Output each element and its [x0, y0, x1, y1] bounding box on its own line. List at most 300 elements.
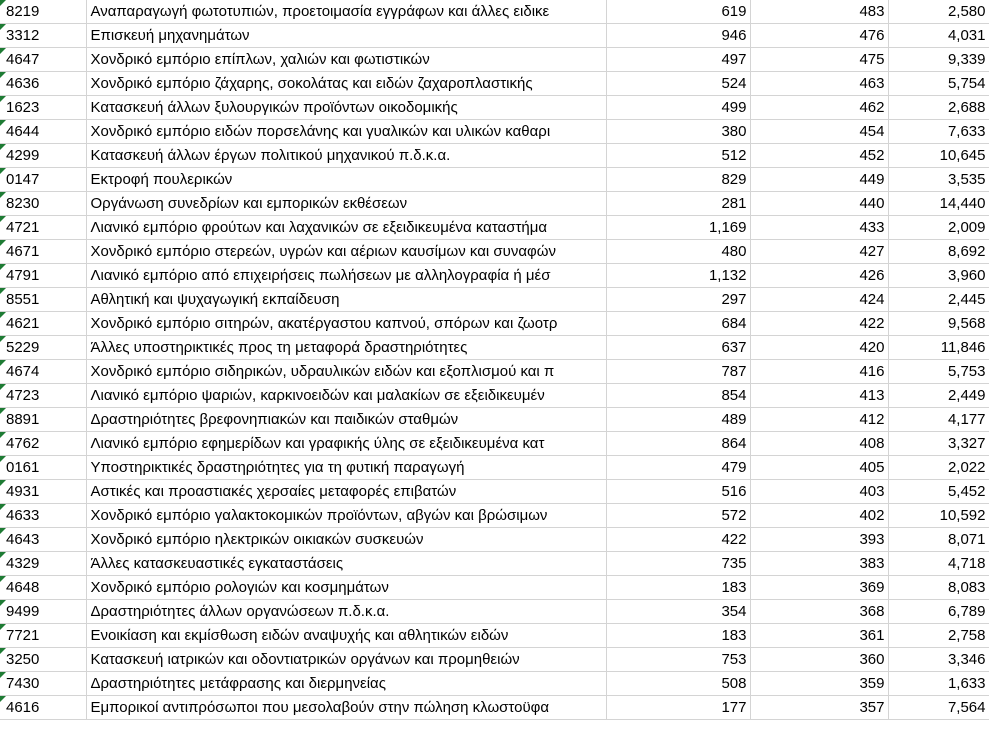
cell-value-1[interactable]: [606, 96, 750, 120]
table-row: [0, 360, 989, 384]
cell-value-2[interactable]: [750, 48, 888, 72]
cell-description[interactable]: [86, 552, 606, 576]
cell-code-text: 4633: [6, 507, 40, 524]
cell-value-3[interactable]: [888, 168, 989, 192]
cell-description-text: Αθλητική και ψυχαγωγική εκπαίδευση: [90, 291, 340, 308]
cell-value-3-text: 2,688: [947, 99, 986, 116]
cell-description[interactable]: [86, 0, 606, 24]
cell-value-3-text: 8,071: [947, 531, 986, 548]
cell-code-text: 8219: [6, 3, 40, 20]
cell-description-text: Δραστηριότητες άλλων οργανώσεων π.δ.κ.α.: [90, 603, 390, 620]
cell-code-text: 4636: [6, 75, 40, 92]
cell-value-1[interactable]: [606, 648, 750, 672]
cell-code-text: 9499: [6, 603, 40, 620]
table-row: [0, 72, 989, 96]
cell-code[interactable]: [0, 24, 86, 48]
cell-code[interactable]: [0, 408, 86, 432]
cell-value-3[interactable]: [888, 216, 989, 240]
cell-value-2-text: 427: [859, 243, 885, 260]
cell-description[interactable]: [86, 696, 606, 720]
cell-value-1[interactable]: [606, 336, 750, 360]
cell-value-1[interactable]: [606, 0, 750, 24]
cell-value-1[interactable]: [606, 624, 750, 648]
cell-value-1-text: 829: [721, 171, 747, 188]
table-row: [0, 504, 989, 528]
cell-value-3[interactable]: [888, 312, 989, 336]
cell-code-text: 5229: [6, 339, 40, 356]
table-row: [0, 240, 989, 264]
cell-value-3[interactable]: [888, 144, 989, 168]
cell-description[interactable]: [86, 384, 606, 408]
cell-value-2[interactable]: [750, 408, 888, 432]
cell-value-2[interactable]: [750, 384, 888, 408]
cell-code-text: 4674: [6, 363, 40, 380]
table-row: [0, 168, 989, 192]
error-indicator-icon: [0, 408, 6, 414]
cell-value-3-text: 4,177: [947, 411, 986, 428]
cell-value-3-text: 5,753: [947, 363, 986, 380]
cell-code-text: 4643: [6, 531, 40, 548]
cell-description-text: Επισκευή μηχανημάτων: [90, 27, 250, 44]
cell-value-2[interactable]: [750, 168, 888, 192]
cell-value-2[interactable]: [750, 120, 888, 144]
cell-code[interactable]: [0, 576, 86, 600]
cell-value-2[interactable]: [750, 288, 888, 312]
cell-code[interactable]: [0, 624, 86, 648]
table-row: [0, 672, 989, 696]
cell-value-2[interactable]: [750, 264, 888, 288]
cell-value-2-text: 483: [859, 3, 885, 20]
cell-value-2[interactable]: [750, 456, 888, 480]
cell-value-1-text: 422: [721, 531, 747, 548]
cell-description[interactable]: [86, 432, 606, 456]
cell-value-3[interactable]: [888, 72, 989, 96]
cell-value-2[interactable]: [750, 672, 888, 696]
cell-code[interactable]: [0, 672, 86, 696]
cell-value-1[interactable]: [606, 192, 750, 216]
error-indicator-icon: [0, 96, 6, 102]
cell-value-1-text: 281: [721, 195, 747, 212]
cell-value-2[interactable]: [750, 336, 888, 360]
cell-description-text: Αστικές και προαστιακές χερσαίες μεταφορές επιβατών: [90, 483, 457, 500]
cell-value-2-text: 422: [859, 315, 885, 332]
cell-value-2[interactable]: [750, 72, 888, 96]
cell-value-3[interactable]: [888, 672, 989, 696]
table-row: [0, 24, 989, 48]
cell-value-2-text: 402: [859, 507, 885, 524]
cell-value-2-text: 463: [859, 75, 885, 92]
table-row: [0, 432, 989, 456]
cell-value-2-text: 361: [859, 627, 885, 644]
cell-value-1-text: 380: [721, 123, 747, 140]
cell-value-3[interactable]: [888, 648, 989, 672]
cell-value-1[interactable]: [606, 120, 750, 144]
cell-value-1-text: 524: [721, 75, 747, 92]
cell-code[interactable]: [0, 240, 86, 264]
cell-value-2-text: 462: [859, 99, 885, 116]
cell-value-1-text: 864: [721, 435, 747, 452]
cell-value-3[interactable]: [888, 24, 989, 48]
cell-description-text: Χονδρικό εμπόριο σιτηρών, ακατέργαστου καπνού, σπόρων και ζωοτρ: [90, 315, 558, 332]
cell-code[interactable]: [0, 288, 86, 312]
cell-value-3[interactable]: [888, 408, 989, 432]
cell-value-2[interactable]: [750, 240, 888, 264]
cell-description[interactable]: [86, 456, 606, 480]
cell-code[interactable]: [0, 312, 86, 336]
cell-value-2[interactable]: [750, 696, 888, 720]
error-indicator-icon: [0, 192, 6, 198]
cell-code-text: 8891: [6, 411, 40, 428]
cell-value-1-text: 177: [721, 699, 747, 716]
cell-value-1-text: 183: [721, 627, 747, 644]
cell-value-2-text: 359: [859, 675, 885, 692]
table-row: [0, 0, 989, 24]
error-indicator-icon: [0, 144, 6, 150]
cell-value-1-text: 512: [721, 147, 747, 164]
cell-value-3[interactable]: [888, 240, 989, 264]
cell-value-3[interactable]: [888, 600, 989, 624]
cell-value-3[interactable]: [888, 576, 989, 600]
cell-value-2[interactable]: [750, 624, 888, 648]
cell-value-3-text: 8,692: [947, 243, 986, 260]
cell-description[interactable]: [86, 288, 606, 312]
cell-value-2-text: 393: [859, 531, 885, 548]
cell-description[interactable]: [86, 480, 606, 504]
cell-description[interactable]: [86, 576, 606, 600]
cell-value-2[interactable]: [750, 192, 888, 216]
error-indicator-icon: [0, 696, 6, 702]
cell-description-text: Χονδρικό εμπόριο στερεών, υγρών και αέριων καυσίμων και συναφών: [90, 243, 556, 260]
error-indicator-icon: [0, 216, 6, 222]
cell-description[interactable]: [86, 408, 606, 432]
cell-value-1[interactable]: [606, 456, 750, 480]
table-row: [0, 48, 989, 72]
cell-value-2[interactable]: [750, 0, 888, 24]
cell-value-3-text: 10,592: [939, 507, 986, 524]
cell-value-1[interactable]: [606, 264, 750, 288]
cell-value-2[interactable]: [750, 552, 888, 576]
cell-value-3-text: 3,960: [947, 267, 986, 284]
cell-value-1[interactable]: [606, 144, 750, 168]
cell-code[interactable]: [0, 264, 86, 288]
error-indicator-icon: [0, 288, 6, 294]
cell-value-2[interactable]: [750, 528, 888, 552]
table-row: [0, 96, 989, 120]
cell-code[interactable]: [0, 96, 86, 120]
cell-value-2-text: 413: [859, 387, 885, 404]
cell-value-1-text: 1,132: [708, 267, 747, 284]
table-row: [0, 288, 989, 312]
cell-value-1[interactable]: [606, 432, 750, 456]
cell-description[interactable]: [86, 120, 606, 144]
cell-code[interactable]: [0, 552, 86, 576]
cell-description-text: Λιανικό εμπόριο από επιχειρήσεις πωλήσεων με αλληλογραφία ή μέσ: [90, 267, 551, 284]
cell-value-3[interactable]: [888, 0, 989, 24]
cell-value-1-text: 619: [721, 3, 747, 20]
cell-description-text: Άλλες κατασκευαστικές εγκαταστάσεις: [90, 555, 344, 572]
cell-value-1-text: 753: [721, 651, 747, 668]
cell-value-3-text: 3,535: [947, 171, 986, 188]
cell-value-1-text: 637: [721, 339, 747, 356]
cell-description[interactable]: [86, 624, 606, 648]
cell-code-text: 4647: [6, 51, 40, 68]
error-indicator-icon: [0, 456, 6, 462]
cell-value-1[interactable]: [606, 72, 750, 96]
cell-value-3[interactable]: [888, 504, 989, 528]
cell-value-1[interactable]: [606, 240, 750, 264]
cell-value-2-text: 426: [859, 267, 885, 284]
cell-value-2[interactable]: [750, 504, 888, 528]
cell-description[interactable]: [86, 216, 606, 240]
cell-code-text: 3250: [6, 651, 40, 668]
cell-value-3[interactable]: [888, 432, 989, 456]
cell-value-3-text: 8,083: [947, 579, 986, 596]
cell-value-2[interactable]: [750, 576, 888, 600]
cell-value-1[interactable]: [606, 288, 750, 312]
table-row: [0, 192, 989, 216]
cell-code-text: 7430: [6, 675, 40, 692]
cell-value-1-text: 499: [721, 99, 747, 116]
cell-value-2[interactable]: [750, 144, 888, 168]
cell-code[interactable]: [0, 120, 86, 144]
cell-code[interactable]: [0, 480, 86, 504]
error-indicator-icon: [0, 528, 6, 534]
cell-value-3-text: 5,452: [947, 483, 986, 500]
table-row: [0, 120, 989, 144]
error-indicator-icon: [0, 600, 6, 606]
cell-description[interactable]: [86, 96, 606, 120]
cell-code[interactable]: [0, 216, 86, 240]
cell-value-3[interactable]: [888, 96, 989, 120]
error-indicator-icon: [0, 648, 6, 654]
cell-value-2-text: 369: [859, 579, 885, 596]
cell-value-3[interactable]: [888, 624, 989, 648]
cell-code-text: 4762: [6, 435, 40, 452]
cell-value-2[interactable]: [750, 216, 888, 240]
error-indicator-icon: [0, 312, 6, 318]
cell-value-3-text: 3,327: [947, 435, 986, 452]
cell-code[interactable]: [0, 0, 86, 24]
error-indicator-icon: [0, 480, 6, 486]
cell-code[interactable]: [0, 168, 86, 192]
cell-value-3-text: 2,445: [947, 291, 986, 308]
cell-description-text: Χονδρικό εμπόριο ζάχαρης, σοκολάτας και ειδών ζαχαροπλαστικής: [90, 75, 533, 92]
table-row: [0, 312, 989, 336]
cell-value-3-text: 9,339: [947, 51, 986, 68]
cell-code-text: 4648: [6, 579, 40, 596]
table-row: [0, 480, 989, 504]
cell-description-text: Λιανικό εμπόριο εφημερίδων και γραφικής ύλης σε εξειδικευμένα κατ: [90, 435, 545, 452]
cell-value-1[interactable]: [606, 528, 750, 552]
cell-description-text: Λιανικό εμπόριο φρούτων και λαχανικών σε εξειδικευμένα καταστήμα: [90, 219, 548, 236]
cell-description[interactable]: [86, 504, 606, 528]
cell-value-1[interactable]: [606, 168, 750, 192]
cell-value-3[interactable]: [888, 528, 989, 552]
cell-description-text: Δραστηριότητες μετάφρασης και διερμηνείας: [90, 675, 386, 692]
cell-description-text: Χονδρικό εμπόριο σιδηρικών, υδραυλικών ειδών και εξοπλισμού και π: [90, 363, 555, 380]
cell-value-1[interactable]: [606, 672, 750, 696]
cell-value-2-text: 357: [859, 699, 885, 716]
cell-value-3-text: 2,009: [947, 219, 986, 236]
cell-value-3[interactable]: [888, 456, 989, 480]
cell-description[interactable]: [86, 360, 606, 384]
cell-value-2[interactable]: [750, 480, 888, 504]
cell-description-text: Εμπορικοί αντιπρόσωποι που μεσολαβούν στην πώληση κλωστοϋφα: [90, 699, 550, 716]
cell-code-text: 4723: [6, 387, 40, 404]
cell-description[interactable]: [86, 168, 606, 192]
cell-description[interactable]: [86, 192, 606, 216]
cell-code[interactable]: [0, 696, 86, 720]
error-indicator-icon: [0, 336, 6, 342]
cell-value-3-text: 5,754: [947, 75, 986, 92]
cell-code[interactable]: [0, 504, 86, 528]
cell-description-text: Χονδρικό εμπόριο ρολογιών και κοσμημάτων: [90, 579, 389, 596]
cell-value-3[interactable]: [888, 336, 989, 360]
cell-value-1-text: 297: [721, 291, 747, 308]
cell-description[interactable]: [86, 312, 606, 336]
cell-value-1-text: 1,169: [708, 219, 747, 236]
error-indicator-icon: [0, 264, 6, 270]
cell-code[interactable]: [0, 600, 86, 624]
error-indicator-icon: [0, 504, 6, 510]
cell-code-text: 4621: [6, 315, 40, 332]
cell-value-2[interactable]: [750, 360, 888, 384]
cell-value-1[interactable]: [606, 696, 750, 720]
cell-code[interactable]: [0, 360, 86, 384]
cell-value-1[interactable]: [606, 552, 750, 576]
cell-value-1[interactable]: [606, 360, 750, 384]
cell-value-1-text: 787: [721, 363, 747, 380]
cell-description[interactable]: [86, 336, 606, 360]
cell-value-3[interactable]: [888, 288, 989, 312]
cell-value-3[interactable]: [888, 384, 989, 408]
cell-value-2-text: 440: [859, 195, 885, 212]
table-row: [0, 384, 989, 408]
cell-value-1-text: 183: [721, 579, 747, 596]
cell-value-1[interactable]: [606, 480, 750, 504]
cell-code[interactable]: [0, 336, 86, 360]
table-row: [0, 264, 989, 288]
error-indicator-icon: [0, 120, 6, 126]
cell-code-text: 0161: [6, 459, 40, 476]
cell-value-1-text: 684: [721, 315, 747, 332]
cell-value-1-text: 354: [721, 603, 747, 620]
cell-description-text: Κατασκευή ιατρικών και οδοντιατρικών οργάνων και προμηθειών: [90, 651, 520, 668]
cell-description[interactable]: [86, 264, 606, 288]
cell-value-1[interactable]: [606, 576, 750, 600]
cell-description[interactable]: [86, 24, 606, 48]
cell-code-text: 0147: [6, 171, 40, 188]
cell-code[interactable]: [0, 144, 86, 168]
cell-code[interactable]: [0, 432, 86, 456]
cell-value-1-text: 508: [721, 675, 747, 692]
cell-value-3-text: 2,022: [947, 459, 986, 476]
cell-description-text: Άλλες υποστηρικτικές προς τη μεταφορά δραστηριότητες: [90, 339, 468, 356]
cell-code[interactable]: [0, 72, 86, 96]
table-row: [0, 552, 989, 576]
error-indicator-icon: [0, 240, 6, 246]
cell-value-3-text: 7,633: [947, 123, 986, 140]
cell-value-3-text: 7,564: [947, 699, 986, 716]
cell-code[interactable]: [0, 192, 86, 216]
cell-description-text: Κατασκευή άλλων ξυλουργικών προϊόντων οικοδομικής: [90, 99, 458, 116]
cell-code[interactable]: [0, 384, 86, 408]
error-indicator-icon: [0, 672, 6, 678]
cell-value-1[interactable]: [606, 504, 750, 528]
cell-description[interactable]: [86, 72, 606, 96]
cell-code[interactable]: [0, 648, 86, 672]
cell-value-3-text: 6,789: [947, 603, 986, 620]
cell-value-1[interactable]: [606, 216, 750, 240]
cell-value-2-text: 452: [859, 147, 885, 164]
cell-description[interactable]: [86, 648, 606, 672]
cell-description[interactable]: [86, 672, 606, 696]
cell-value-2[interactable]: [750, 648, 888, 672]
cell-code-text: 3312: [6, 27, 40, 44]
cell-code-text: 4791: [6, 267, 40, 284]
cell-value-3[interactable]: [888, 192, 989, 216]
cell-value-1[interactable]: [606, 48, 750, 72]
cell-value-2[interactable]: [750, 24, 888, 48]
cell-description-text: Χονδρικό εμπόριο ειδών πορσελάνης και γυαλικών και υλικών καθαρι: [90, 123, 551, 140]
cell-description[interactable]: [86, 48, 606, 72]
cell-value-2[interactable]: [750, 312, 888, 336]
cell-value-1[interactable]: [606, 408, 750, 432]
cell-value-3[interactable]: [888, 696, 989, 720]
cell-value-2-text: 412: [859, 411, 885, 428]
cell-description-text: Χονδρικό εμπόριο γαλακτοκομικών προϊόντων, αβγών και βρώσιμων: [90, 507, 548, 524]
cell-code-text: 8551: [6, 291, 40, 308]
table-row: [0, 408, 989, 432]
error-indicator-icon: [0, 384, 6, 390]
cell-value-2[interactable]: [750, 432, 888, 456]
error-indicator-icon: [0, 360, 6, 366]
cell-value-2-text: 408: [859, 435, 885, 452]
cell-value-3[interactable]: [888, 360, 989, 384]
cell-value-1[interactable]: [606, 600, 750, 624]
cell-value-1-text: 854: [721, 387, 747, 404]
cell-value-3[interactable]: [888, 264, 989, 288]
cell-value-3[interactable]: [888, 480, 989, 504]
table-row: [0, 216, 989, 240]
cell-description[interactable]: [86, 240, 606, 264]
cell-value-3[interactable]: [888, 552, 989, 576]
cell-description[interactable]: [86, 600, 606, 624]
cell-value-2[interactable]: [750, 96, 888, 120]
cell-value-1[interactable]: [606, 312, 750, 336]
cell-value-3-text: 11,846: [940, 339, 986, 356]
cell-description[interactable]: [86, 528, 606, 552]
cell-value-1[interactable]: [606, 384, 750, 408]
cell-code-text: 8230: [6, 195, 40, 212]
cell-code[interactable]: [0, 456, 86, 480]
cell-value-1-text: 735: [721, 555, 747, 572]
cell-value-3-text: 4,031: [947, 27, 986, 44]
cell-value-1[interactable]: [606, 24, 750, 48]
cell-description-text: Οργάνωση συνεδρίων και εμπορικών εκθέσεων: [90, 195, 408, 212]
table-row: [0, 696, 989, 720]
table-row: [0, 456, 989, 480]
cell-value-3-text: 2,449: [947, 387, 986, 404]
cell-value-2-text: 449: [859, 171, 885, 188]
cell-description[interactable]: [86, 144, 606, 168]
cell-code[interactable]: [0, 48, 86, 72]
cell-value-3[interactable]: [888, 120, 989, 144]
cell-value-2[interactable]: [750, 600, 888, 624]
cell-value-3[interactable]: [888, 48, 989, 72]
cell-code-text: 7721: [6, 627, 40, 644]
cell-code[interactable]: [0, 528, 86, 552]
